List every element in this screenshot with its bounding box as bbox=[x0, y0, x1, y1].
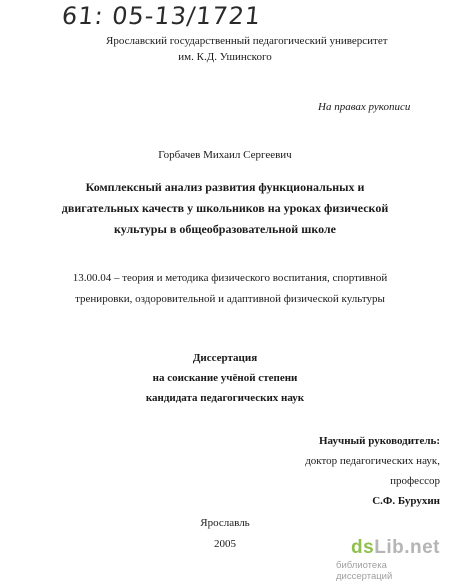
title-line: Комплексный анализ развития функциональных и bbox=[85, 180, 365, 194]
title-line: культуры в общеобразовательной школе bbox=[114, 222, 336, 236]
rights-note: На правах рукописи bbox=[318, 101, 411, 113]
watermark-logo-prefix: ds bbox=[351, 537, 375, 558]
dissertation-title bbox=[0, 177, 450, 240]
watermark-logo bbox=[351, 537, 440, 559]
supervisor-block bbox=[270, 431, 440, 511]
degree-line: Диссертация bbox=[192, 352, 258, 364]
year: 2005 bbox=[214, 538, 236, 550]
degree-block bbox=[0, 348, 450, 408]
specialty bbox=[30, 268, 430, 310]
watermark-logo-rest: Lib.net bbox=[374, 537, 440, 558]
author-name: Горбачев Михаил Сергеевич bbox=[158, 149, 292, 161]
handwritten-stamp: 61: 05-13/1721 bbox=[60, 2, 263, 30]
supervisor-label: Научный руководитель: bbox=[319, 435, 440, 447]
supervisor-degree: доктор педагогических наук, профессор bbox=[305, 455, 440, 487]
university-name: Ярославский государственный педагогический университет bbox=[106, 35, 388, 47]
degree-line: кандидата педагогических наук bbox=[145, 392, 305, 404]
watermark bbox=[336, 537, 446, 581]
degree-line: на соискание учёной степени bbox=[152, 372, 298, 384]
title-line: двигательных качеств у школьников на уроках физической bbox=[61, 201, 389, 215]
watermark-subtitle: библиотека диссертаций bbox=[336, 560, 393, 582]
university-named-after: им. К.Д. Ушинского bbox=[178, 51, 272, 63]
specialty-line: тренировки, оздоровительной и адаптивной физической культуры bbox=[75, 293, 385, 305]
specialty-line: 13.00.04 – теория и методика физического воспитания, спортивной bbox=[72, 272, 388, 284]
supervisor-name: С.Ф. Бурухин bbox=[372, 495, 440, 507]
city: Ярославль bbox=[200, 517, 250, 529]
